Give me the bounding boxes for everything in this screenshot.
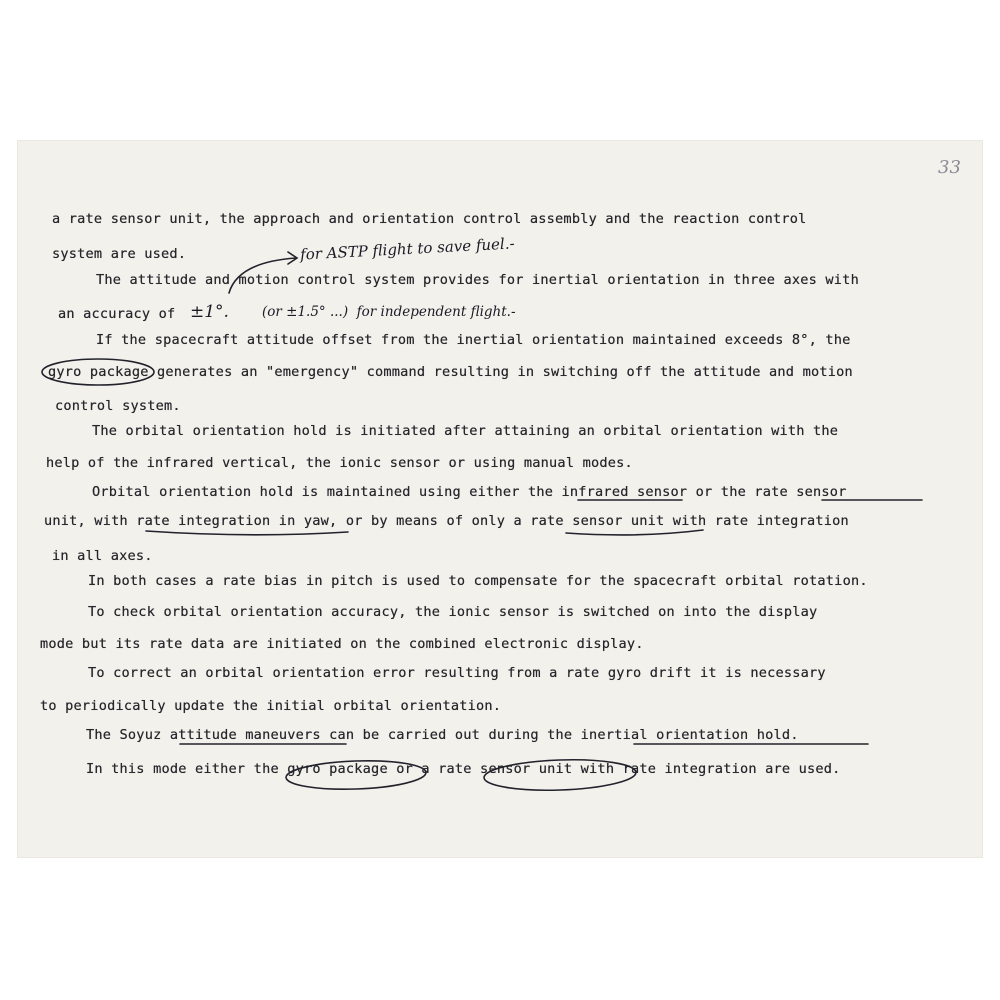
text-line: control system. xyxy=(55,398,181,414)
text-line: The orbital orientation hold is initiated after attaining an orbital orientation with the xyxy=(92,423,839,439)
text-line: If the spacecraft attitude offset from the inertial orientation maintained exceeds 8°, the xyxy=(96,332,851,348)
text-line: gyro package generates an "emergency" command resulting in switching off the attitude and motion xyxy=(48,364,853,380)
text-line: To check orbital orientation accuracy, the ionic sensor is switched on into the display xyxy=(88,604,818,620)
text-line: a rate sensor unit, the approach and orientation control assembly and the reaction control xyxy=(52,211,807,227)
text-line: unit, with rate integration in yaw, or by means of only a rate sensor unit with rate integration xyxy=(44,513,849,529)
text-line: In this mode either the gyro package or a rate sensor unit with rate integration are used. xyxy=(86,761,841,777)
text-line: Orbital orientation hold is maintained using either the infrared sensor or the rate sensor xyxy=(92,484,847,500)
handwritten-note-astp: for ASTP flight to save fuel.- xyxy=(299,234,515,264)
text-line: The Soyuz attitude maneuvers can be carried out during the inertial orientation hold. xyxy=(86,727,799,743)
text-line: To correct an orbital orientation error resulting from a rate gyro drift it is necessary xyxy=(88,665,826,681)
text-line: In both cases a rate bias in pitch is used to compensate for the spacecraft orbital rotation. xyxy=(88,573,868,589)
text-line: system are used. xyxy=(52,246,187,262)
handwritten-note-independent: (or ±1.5° ...) for independent flight.- xyxy=(262,304,516,320)
text-line: help of the infrared vertical, the ionic sensor or using manual modes. xyxy=(46,455,633,471)
text-line: The attitude and motion control system provides for inertial orientation in three axes with xyxy=(96,272,859,288)
text-line: an accuracy of xyxy=(58,306,176,322)
page-number: 33 xyxy=(938,157,961,178)
handwritten-accuracy: ±1°. xyxy=(190,302,229,322)
text-line: to periodically update the initial orbital orientation. xyxy=(40,698,502,714)
text-line: mode but its rate data are initiated on the combined electronic display. xyxy=(40,636,644,652)
text-line: in all axes. xyxy=(52,548,153,564)
